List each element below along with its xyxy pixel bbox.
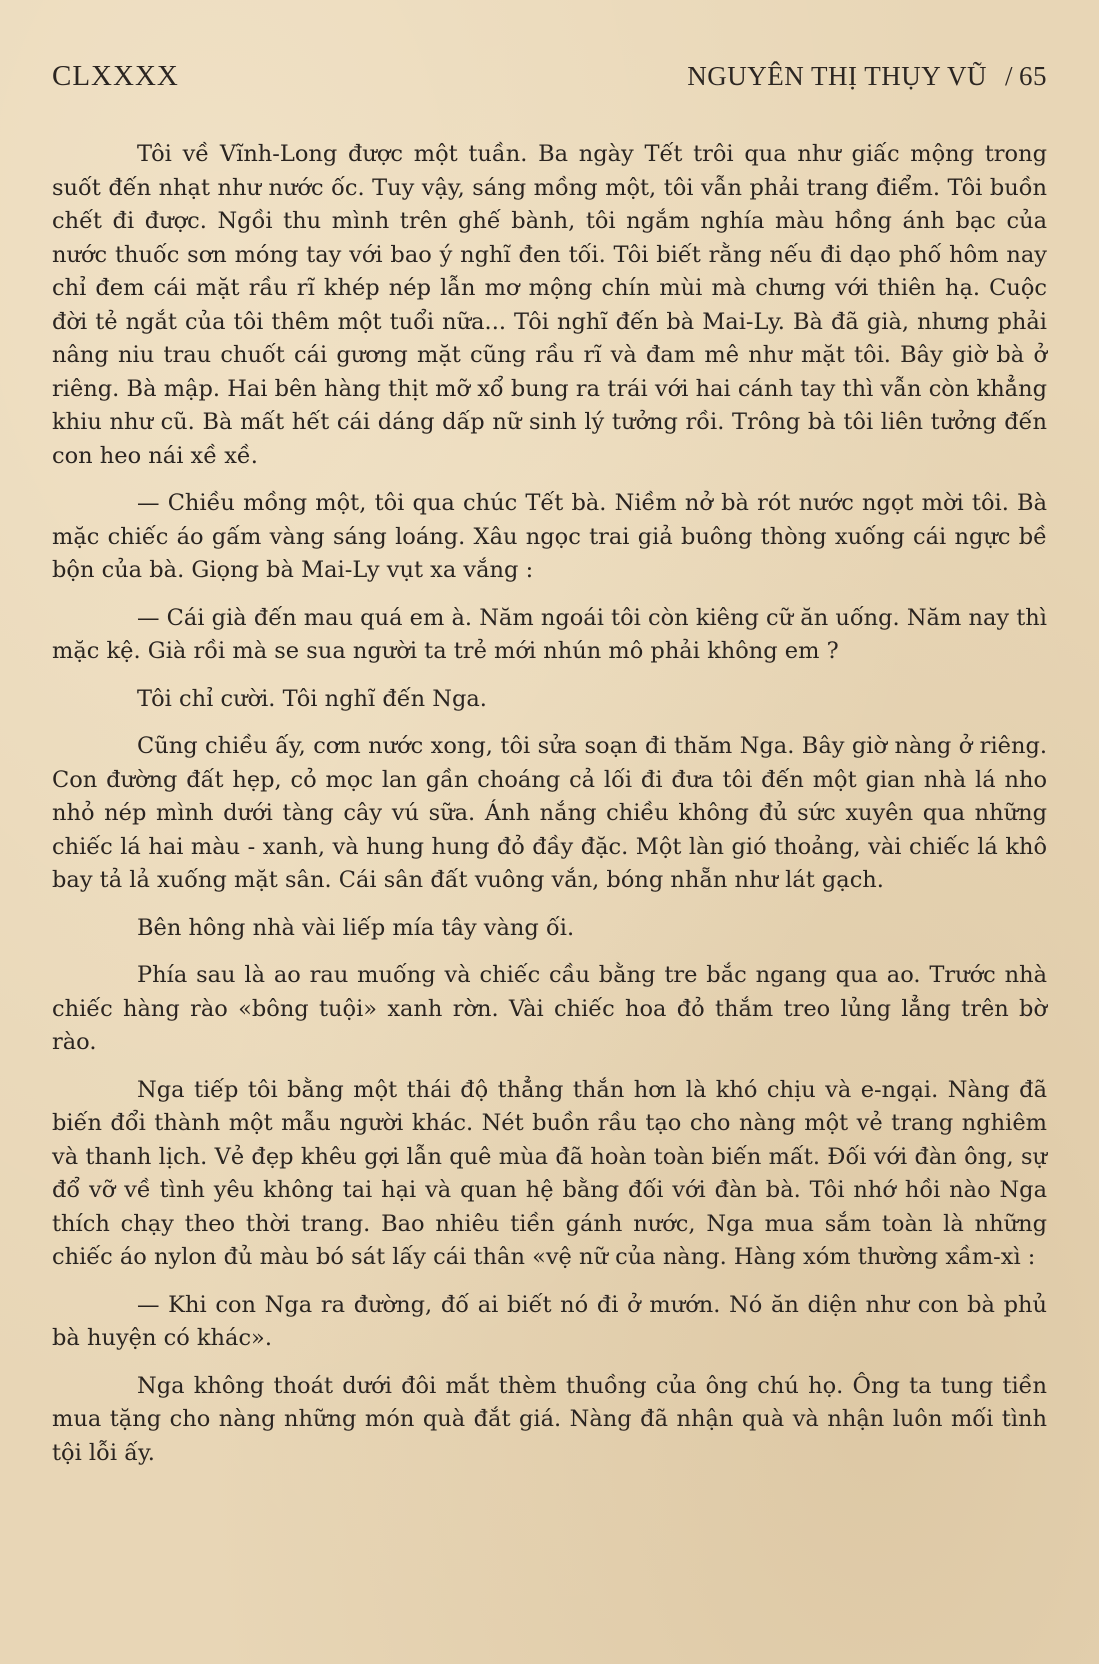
book-page	[52, 60, 1047, 1640]
paragraph: Bên hông nhà vài liếp mía tây vàng ối.	[137, 914, 575, 941]
page-header	[52, 60, 1047, 110]
chapter-marker: CLXXXX	[52, 60, 179, 92]
paragraph: Nga không thoát dưới đôi mắt thèm thuồng của ông chú họ. Ông ta tung tiền mua tặng cho nàng những món quà đắt giá. Nàng đã nhận quà và nhận luôn mối tình tội lỗi ấy.	[52, 1372, 1047, 1466]
paragraph: — Khi con Nga ra đường, đố ai biết nó đi ở mướn. Nó ăn diện như con bà phủ bà huyện có khác».	[52, 1291, 1047, 1351]
author-name: NGUYÊN THỊ THỤY VŨ	[687, 61, 987, 91]
page-number: 65	[1019, 61, 1047, 91]
paragraph: — Chiều mồng một, tôi qua chúc Tết bà. Niềm nở bà rót nước ngọt mời tôi. Bà mặc chiếc áo gấm vàng sáng loáng. Xâu ngọc trai giả buông thòng xuống cái ngực bề bộn của bà. Giọng bà Mai-Ly vụt xa vắng :	[52, 490, 1047, 583]
header-separator: /	[1004, 61, 1013, 91]
body-text	[52, 138, 1047, 1470]
running-header	[687, 61, 1047, 92]
paragraph: Tôi chỉ cười. Tôi nghĩ đến Nga.	[137, 685, 487, 712]
paragraph: Phía sau là ao rau muống và chiếc cầu bằng tre bắc ngang qua ao. Trước nhà chiếc hàng rào «bông tuội» xanh rờn. Vài chiếc hoa đỏ thắm treo lủng lẳng trên bờ rào.	[52, 962, 1047, 1055]
paragraph: Nga tiếp tôi bằng một thái độ thẳng thắn hơn là khó chịu và e-ngại. Nàng đã biến đổi thành một mẫu người khác. Nét buồn rầu tạo cho nàng một vẻ trang nghiêm và thanh lịch. Vẻ đẹp khêu gợi lẫn quê mùa đã hoàn toàn biến mất. Đối với đàn ông, sự đổ vỡ về tình yêu không tai hại và quan hệ bằng đối với đàn bà. Tôi nhớ hồi nào Nga thích chạy theo thời trang. Bao nhiêu tiền gánh nước, Nga mua sắm toàn là những chiếc áo nylon đủ màu bó sát lấy cái thân «vệ nữ của nàng. Hàng xóm thường xầm-xì :	[52, 1076, 1047, 1270]
paragraph: Tôi về Vĩnh-Long được một tuần. Ba ngày Tết trôi qua như giấc mộng trong suốt đến nhạt như nước ốc. Tuy vậy, sáng mồng một, tôi vẫn phải trang điểm. Tôi buồn chết đi được. Ngồi thu mình trên ghế bành, tôi ngắm nghía màu hồng ánh bạc của nước thuốc sơn móng tay với bao ý nghĩ đen tối. Tôi biết rằng nếu đi dạo phố hôm nay chỉ đem cái mặt rầu rĩ khép nép lẫn mơ mộng chín mùi mà chưng với thiên hạ. Cuộc đời tẻ ngắt của tôi thêm một tuổi nữa... Tôi nghĩ đến bà Mai-Ly. Bà đã già, nhưng phải nâng niu trau chuốt cái gương mặt cũng rầu rĩ và đam mê như mặt tôi. Bây giờ bà ở riêng. Bà mập. Hai bên hàng thịt mỡ xổ bung ra trái với hai cánh tay thì vẫn còn khẳng khiu như cũ. Bà mất hết cái dáng dấp nữ sinh lý tưởng rồi. Trông bà tôi liên tưởng đến con heo nái xề xề.	[52, 141, 1047, 469]
paragraph: — Cái già đến mau quá em à. Năm ngoái tôi còn kiêng cữ ăn uống. Năm nay thì mặc kệ. Già rồi mà se sua người ta trẻ mới nhún mô phải không em ?	[52, 604, 1047, 664]
paragraph: Cũng chiều ấy, cơm nước xong, tôi sửa soạn đi thăm Nga. Bây giờ nàng ở riêng. Con đường đất hẹp, cỏ mọc lan gần choáng cả lối đi đưa tôi đến một gian nhà lá nho nhỏ nép mình dưới tàng cây vú sữa. Ánh nắng chiều không đủ sức xuyên qua những chiếc lá hai màu - xanh, và hung hung đỏ đầy đặc. Một làn gió thoảng, vài chiếc lá khô bay tả lả xuống mặt sân. Cái sân đất vuông vắn, bóng nhẵn như lát gạch.	[52, 733, 1047, 893]
